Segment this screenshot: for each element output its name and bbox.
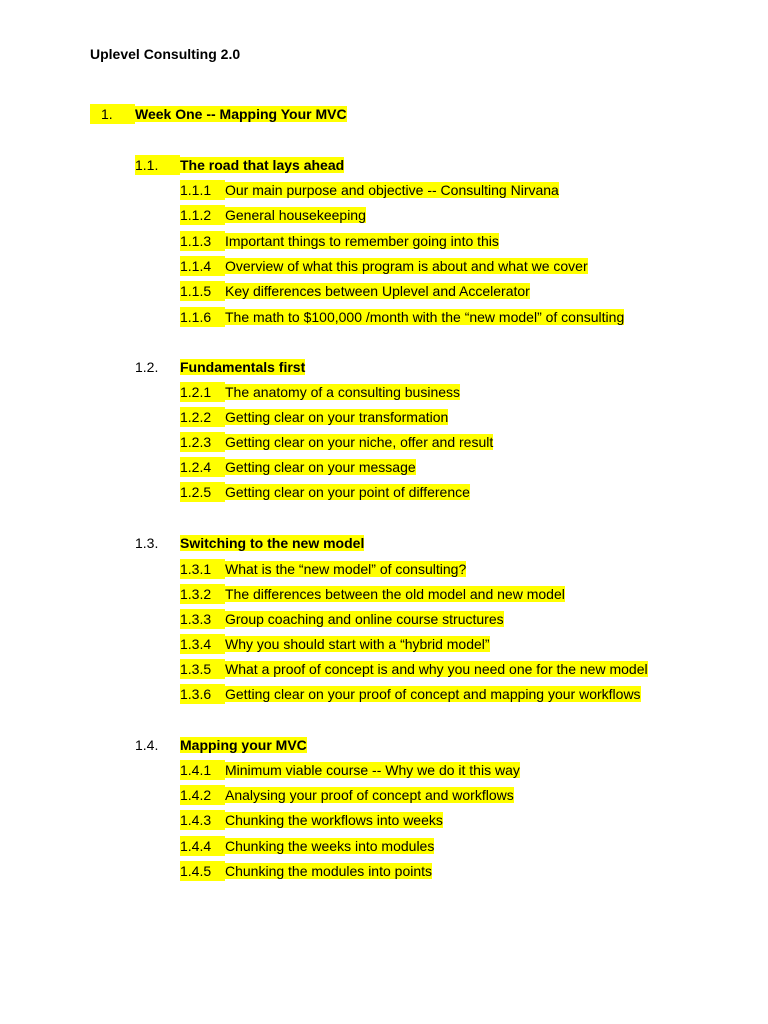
section-number: 1.3. xyxy=(135,535,159,551)
item-text: The anatomy of a consulting business xyxy=(225,384,461,400)
item-number: 1.4.1 xyxy=(180,760,225,780)
item-number: 1.1.2 xyxy=(180,205,225,225)
item-number: 1.1.6 xyxy=(180,307,225,327)
item-number: 1.2.3 xyxy=(180,432,225,452)
week-heading xyxy=(90,104,347,124)
item-text: Chunking the workflows into weeks xyxy=(225,812,443,828)
item-number: 1.3.4 xyxy=(180,634,225,654)
list-item xyxy=(180,785,514,805)
section-heading xyxy=(135,357,305,377)
item-text: Getting clear on your transformation xyxy=(225,409,449,425)
list-item xyxy=(180,180,559,200)
item-number: 1.3.2 xyxy=(180,584,225,604)
item-number: 1.2.2 xyxy=(180,407,225,427)
section-heading xyxy=(135,533,364,553)
week-title: Week One -- Mapping Your MVC xyxy=(135,106,347,122)
list-item xyxy=(180,281,530,301)
item-text: Overview of what this program is about and what we cover xyxy=(225,258,588,274)
week-number: 1. xyxy=(90,104,135,124)
list-item xyxy=(180,609,504,629)
item-text: Group coaching and online course structures xyxy=(225,611,504,627)
item-number: 1.3.6 xyxy=(180,684,225,704)
list-item xyxy=(180,810,443,830)
list-item xyxy=(180,457,416,477)
section-number: 1.4. xyxy=(135,737,159,753)
item-text: Why you should start with a “hybrid model” xyxy=(225,636,490,652)
item-text: What a proof of concept is and why you need one for the new model xyxy=(225,661,648,677)
item-number: 1.2.4 xyxy=(180,457,225,477)
section-heading xyxy=(135,735,307,755)
section-title: The road that lays ahead xyxy=(180,157,345,173)
item-text: Key differences between Uplevel and Accelerator xyxy=(225,283,530,299)
list-item xyxy=(180,231,499,251)
list-item xyxy=(180,760,520,780)
item-number: 1.4.2 xyxy=(180,785,225,805)
list-item xyxy=(180,307,624,327)
item-text: Getting clear on your point of difference xyxy=(225,484,470,500)
item-number: 1.2.5 xyxy=(180,482,225,502)
item-number: 1.1.3 xyxy=(180,231,225,251)
list-item xyxy=(180,584,565,604)
list-item xyxy=(180,836,434,856)
item-text: Our main purpose and objective -- Consulting Nirvana xyxy=(225,182,559,198)
item-text: Chunking the weeks into modules xyxy=(225,838,435,854)
list-item xyxy=(180,432,493,452)
item-number: 1.3.1 xyxy=(180,559,225,579)
section-heading xyxy=(135,155,344,175)
item-number: 1.4.5 xyxy=(180,861,225,881)
item-number: 1.1.5 xyxy=(180,281,225,301)
item-number: 1.4.3 xyxy=(180,810,225,830)
item-text: Important things to remember going into this xyxy=(225,233,499,249)
list-item xyxy=(180,861,432,881)
list-item xyxy=(180,256,588,276)
section-number: 1.2. xyxy=(135,359,159,375)
item-text: Getting clear on your message xyxy=(225,459,416,475)
list-item xyxy=(180,205,366,225)
item-text: What is the “new model” of consulting? xyxy=(225,561,467,577)
section-title: Mapping your MVC xyxy=(180,737,307,753)
item-text: Chunking the modules into points xyxy=(225,863,433,879)
item-number: 1.3.5 xyxy=(180,659,225,679)
document-title: Uplevel Consulting 2.0 xyxy=(90,46,241,62)
item-text: Analysing your proof of concept and workflows xyxy=(225,787,514,803)
item-text: Getting clear on your niche, offer and result xyxy=(225,434,494,450)
item-number: 1.3.3 xyxy=(180,609,225,629)
list-item xyxy=(180,684,641,704)
item-number: 1.2.1 xyxy=(180,382,225,402)
list-item xyxy=(180,482,470,502)
item-text: Minimum viable course -- Why we do it this way xyxy=(225,762,520,778)
item-text: The math to $100,000 /month with the “new model” of consulting xyxy=(225,309,625,325)
item-text: Getting clear on your proof of concept and mapping your workflows xyxy=(225,686,641,702)
section-title: Fundamentals first xyxy=(180,359,306,375)
list-item xyxy=(180,559,466,579)
list-item xyxy=(180,407,448,427)
item-text: General housekeeping xyxy=(225,207,366,223)
list-item xyxy=(180,634,490,654)
section-number: 1.1. xyxy=(135,155,180,175)
list-item xyxy=(180,382,460,402)
section-title: Switching to the new model xyxy=(180,535,365,551)
list-item xyxy=(180,659,648,679)
item-number: 1.1.4 xyxy=(180,256,225,276)
item-number: 1.4.4 xyxy=(180,836,225,856)
item-text: The differences between the old model and new model xyxy=(225,586,565,602)
item-number: 1.1.1 xyxy=(180,180,225,200)
